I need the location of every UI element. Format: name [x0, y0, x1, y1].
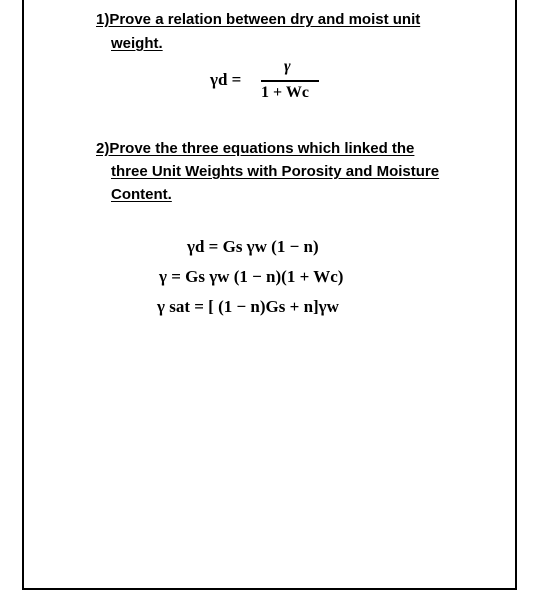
question-1-line-1: 1)Prove a relation between dry and moist unit — [96, 11, 421, 28]
page-border-bottom — [22, 588, 517, 590]
question-2-line-1: 2)Prove the three equations which linked the — [96, 140, 415, 157]
question-1-line-2: weight. — [111, 35, 163, 52]
equation-dry-unit-weight: γd = Gs γw (1 − n) — [187, 237, 319, 256]
question-2-line-3: Content. — [111, 186, 172, 203]
fraction-bar — [261, 80, 319, 82]
page-border-left — [22, 0, 24, 590]
page-border-right — [515, 0, 517, 590]
formula-numerator: γ — [284, 58, 291, 75]
formula-lhs: γd = — [210, 70, 242, 89]
dry-unit-weight-formula — [210, 58, 330, 104]
question-2-line-2: three Unit Weights with Porosity and Moisture — [111, 163, 440, 180]
equation-saturated-unit-weight: γ sat = [ (1 − n)Gs + n]γw — [157, 297, 339, 316]
formula-denominator: 1 + Wc — [261, 84, 309, 101]
equation-moist-unit-weight: γ = Gs γw (1 − n)(1 + Wc) — [159, 267, 344, 286]
